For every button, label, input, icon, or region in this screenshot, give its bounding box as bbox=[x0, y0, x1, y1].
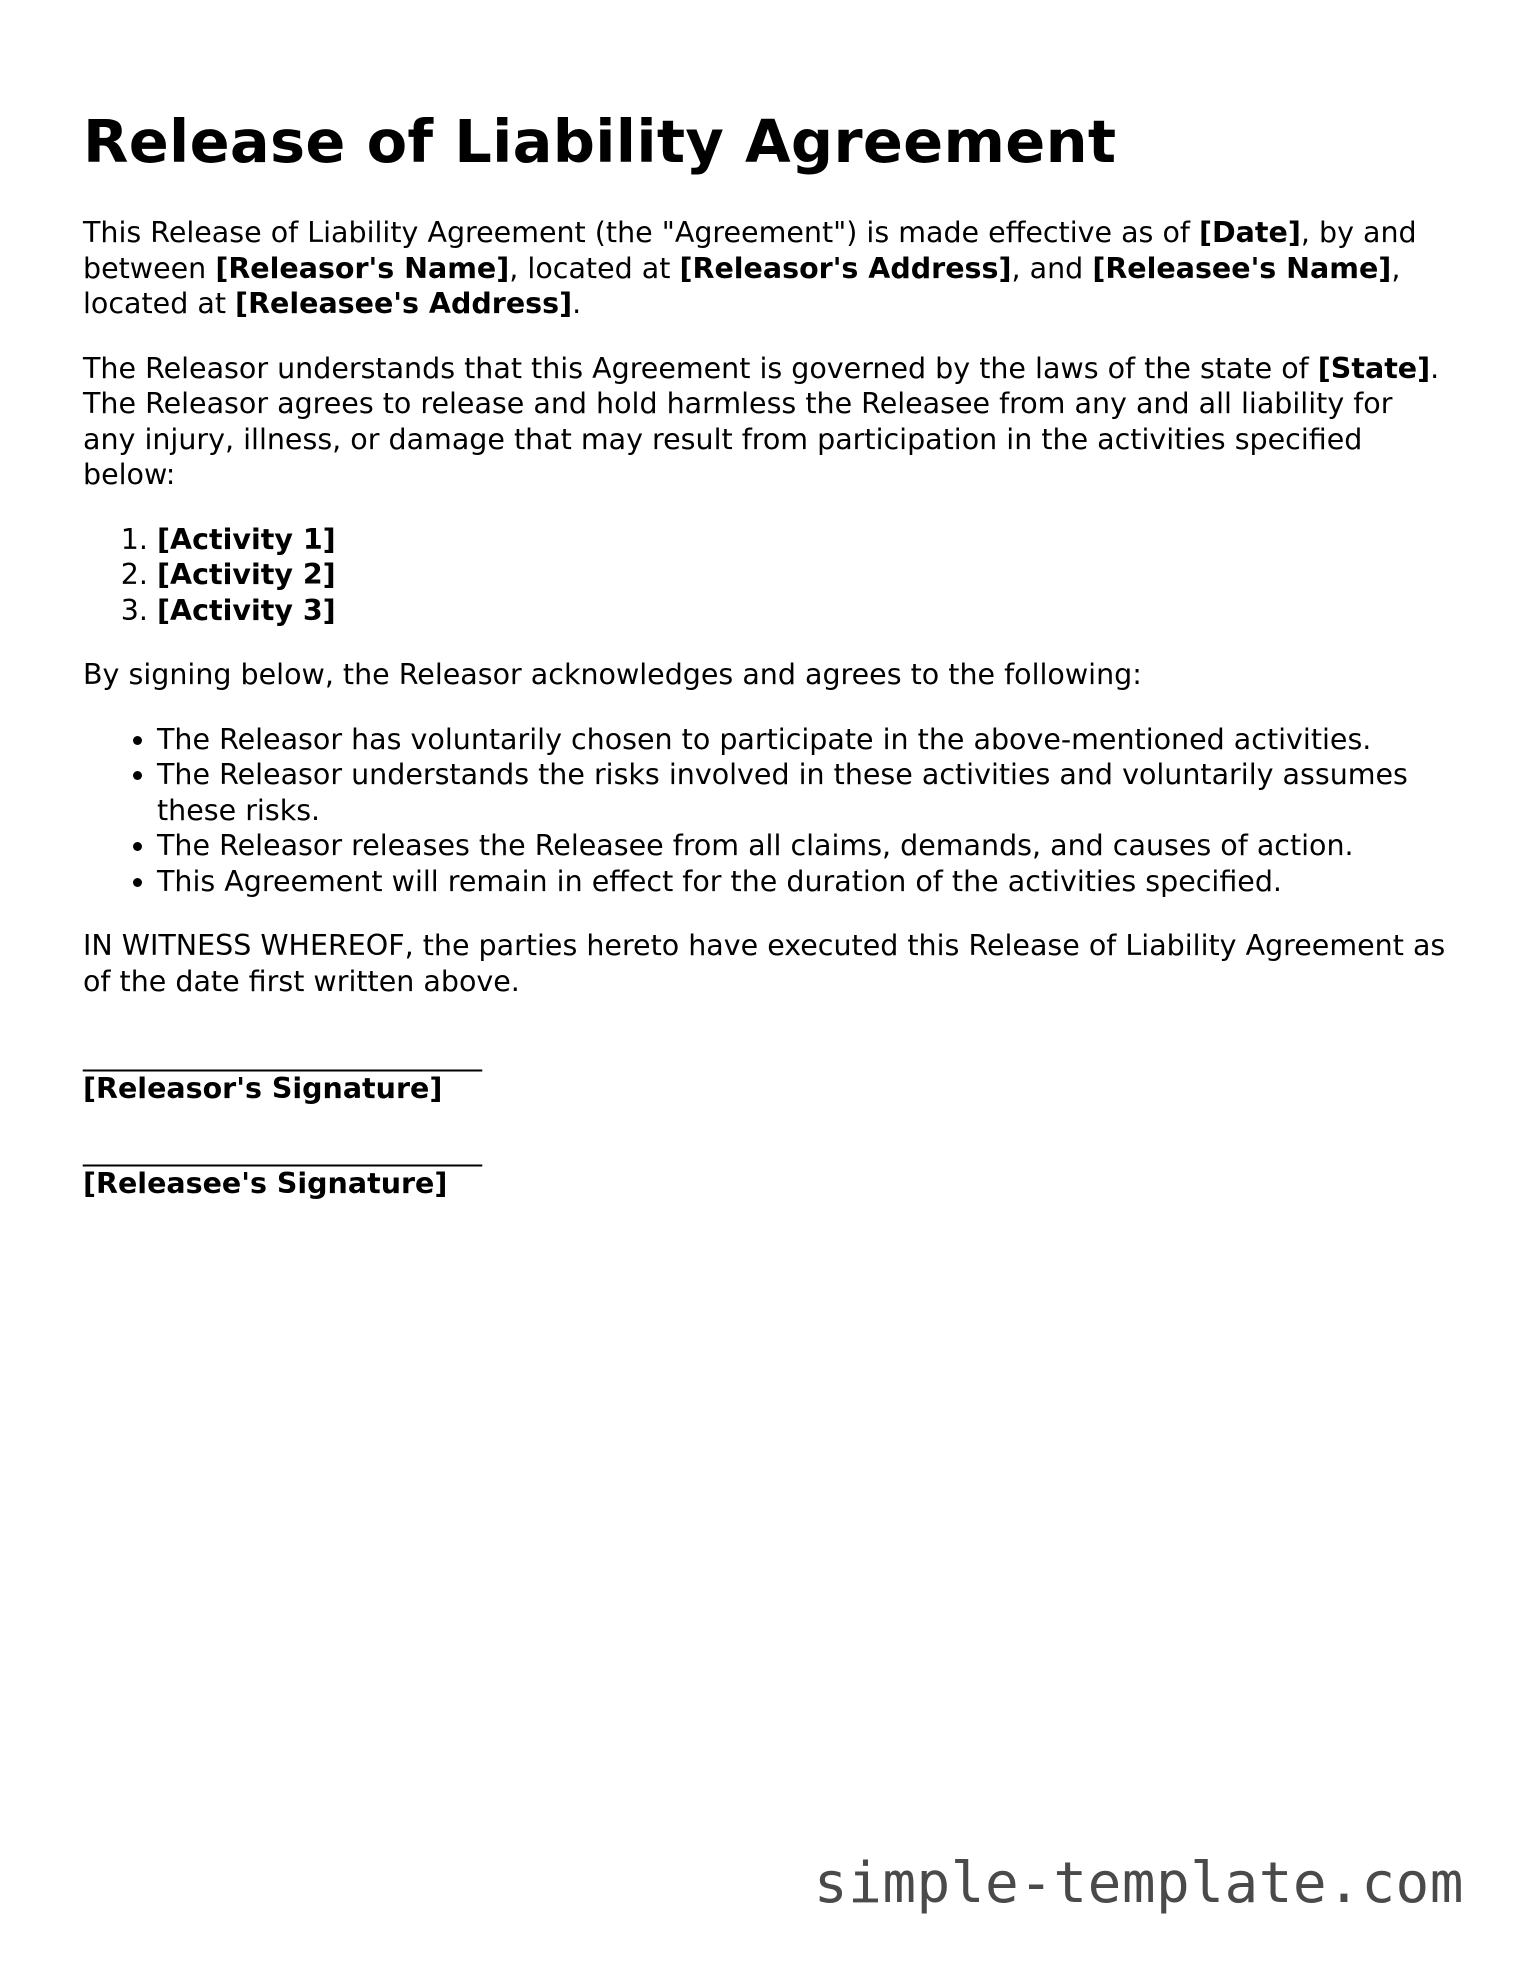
activity-placeholder: [Activity 1] bbox=[157, 522, 336, 556]
intro-text: , and bbox=[1011, 251, 1093, 285]
list-item: • The Releasor understands the risks involved in these activities and voluntarily assumes these risks. bbox=[157, 757, 1453, 828]
intro-text: . bbox=[572, 287, 582, 320]
releasor-signature-block bbox=[83, 1041, 1453, 1106]
list-item bbox=[157, 593, 1453, 629]
date-placeholder: [Date] bbox=[1198, 216, 1301, 249]
activity-placeholder: [Activity 2] bbox=[157, 558, 336, 591]
releasee-address-placeholder: [Releasee's Address] bbox=[235, 287, 573, 320]
governing-text: The Releasor understands that this Agreement is governed by the laws of the state of bbox=[83, 351, 1318, 385]
state-placeholder: [State] bbox=[1317, 351, 1431, 385]
releasor-name-placeholder: [Releasor's Name] bbox=[215, 251, 510, 285]
list-item: • The Releasor has voluntarily chosen to participate in the above-mentioned activities. bbox=[157, 722, 1453, 758]
activity-placeholder: [Activity 3] bbox=[157, 593, 336, 627]
acknowledgment-intro: By signing below, the Releasor acknowledges and agrees to the following: bbox=[83, 658, 1142, 691]
list-item: • The Releasor releases the Releasee from all claims, demands, and causes of action. bbox=[157, 828, 1453, 864]
releasee-signature-label: [Releasee's Signature] bbox=[83, 1167, 448, 1200]
document-page bbox=[83, 0, 1453, 1201]
witness-paragraph: IN WITNESS WHEREOF, the parties hereto have executed this Release of Liability Agreement as of the date first written above. bbox=[83, 929, 1446, 998]
list-item bbox=[157, 557, 1453, 593]
activities-list bbox=[83, 522, 1453, 629]
intro-paragraph bbox=[83, 215, 1453, 322]
intro-text: This Release of Liability Agreement (the "Agreement") is made effective as of bbox=[83, 216, 1199, 249]
document-title: Release of Liability Agreement bbox=[83, 107, 1117, 176]
intro-text: , located at bbox=[509, 251, 680, 285]
releasee-name-placeholder: [Releasee's Name] bbox=[1092, 251, 1392, 285]
governing-law-paragraph bbox=[83, 351, 1453, 493]
signature-line: ____________________________ bbox=[83, 1039, 482, 1072]
watermark: simple-template.com bbox=[813, 1851, 1464, 1916]
list-item: • This Agreement will remain in effect for the duration of the activities specified. bbox=[157, 864, 1453, 900]
intro-text: , by and between bbox=[83, 216, 1417, 285]
releasor-address-placeholder: [Releasor's Address] bbox=[679, 251, 1012, 285]
releasee-signature-block bbox=[83, 1136, 1453, 1201]
list-item bbox=[157, 522, 1453, 558]
releasor-signature-label: [Releasor's Signature] bbox=[83, 1072, 443, 1105]
governing-text: . The Releasor agrees to release and hold harmless the Releasee from any and all liability for any injury, illness, or damage that may result from participation in the activities specified below: bbox=[83, 351, 1440, 491]
acknowledgments-list bbox=[83, 722, 1453, 900]
signature-line: ____________________________ bbox=[83, 1134, 482, 1167]
intro-text: , located at bbox=[83, 251, 1401, 320]
